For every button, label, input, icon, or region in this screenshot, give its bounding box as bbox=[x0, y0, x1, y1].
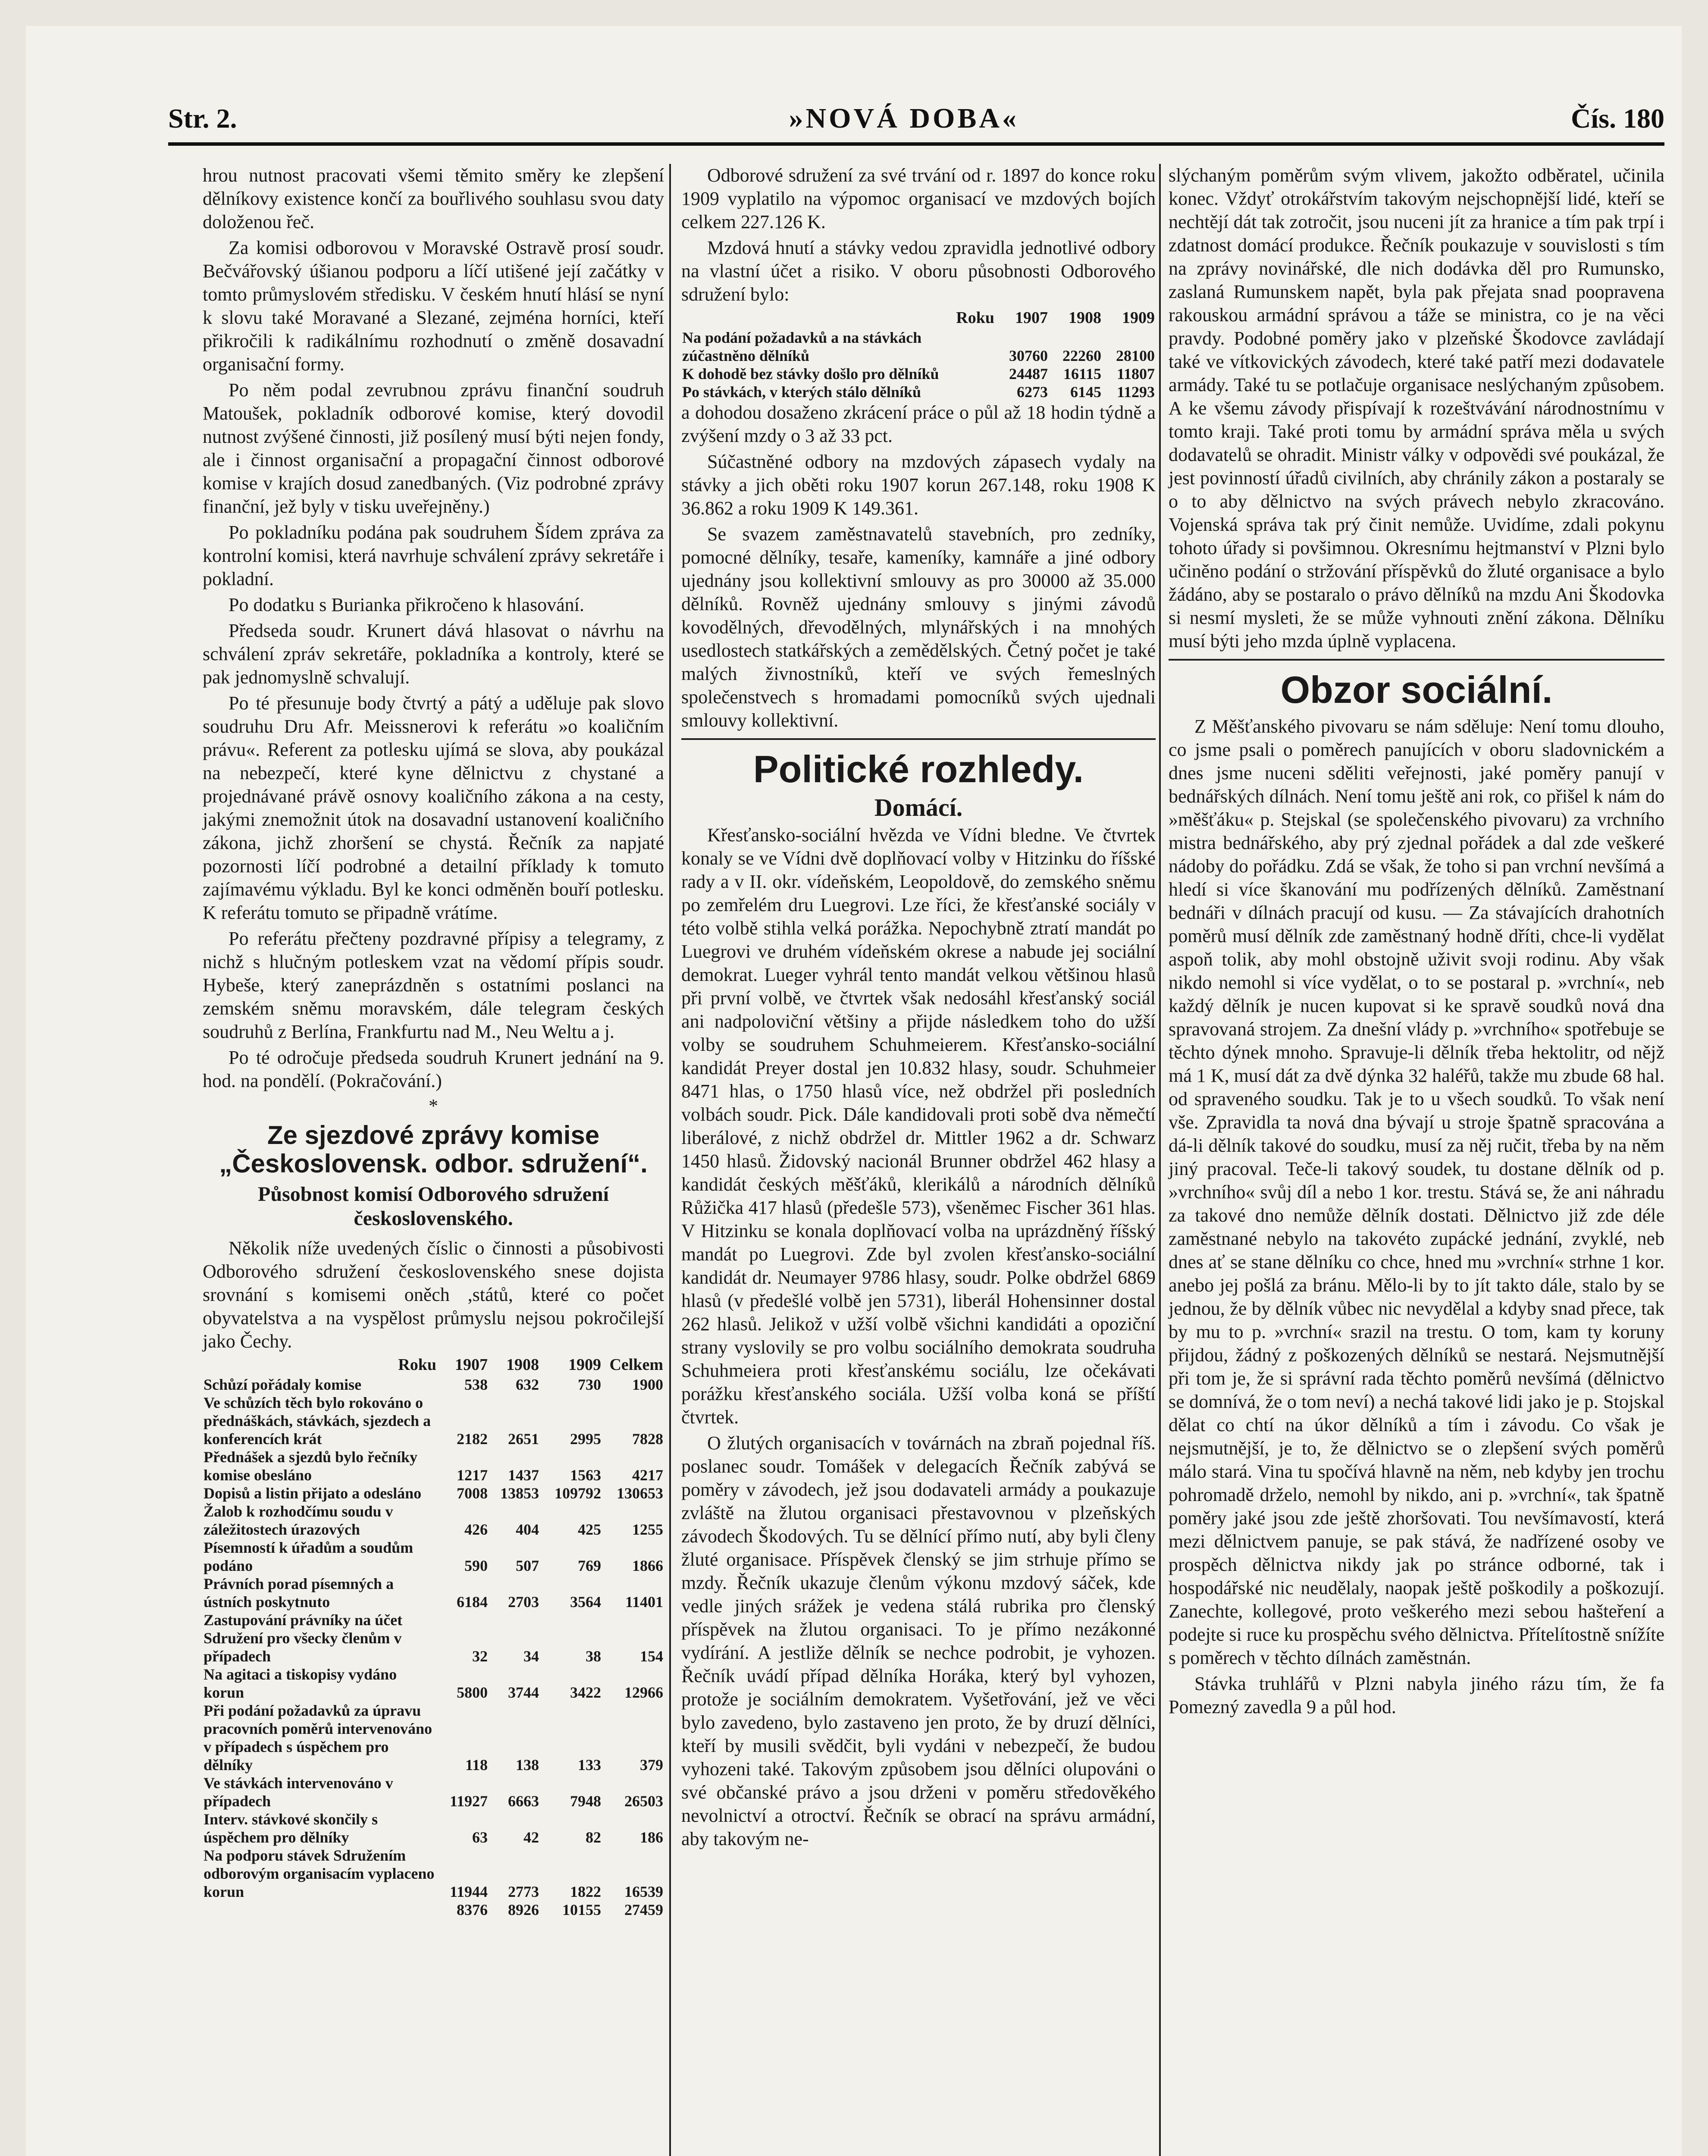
cell: 11927 bbox=[449, 1792, 488, 1810]
section-divider bbox=[1169, 659, 1664, 661]
row-label: Po stávkách, v kterých stálo dělníků bbox=[682, 383, 921, 401]
row-label: Schůzí pořádaly komise bbox=[204, 1376, 362, 1393]
paragraph: Se svazem zaměstnavatelů stavebních, pro zedníky, pomocné dělníky, tesaře, kameníky, kamnáře a jiné odbory ujednány jsou kollektivní smlouvy as pro 30000 až 35.000 dělníků. Rovněž ujednány smlouvy s jinými závodů kovodělných, dřevodělných, mlynářských i na mnohých usedlostech statkářských a zemědělských. Četný počet je také malých živnostníků, kteří ve svých řemeslných společenstvech s hromadami pomocníků svých ujednali smlouvy kollektivní. bbox=[681, 523, 1156, 731]
table-header-cell: Roku bbox=[398, 1356, 436, 1374]
paragraph: slýchaným poměrům svým vlivem, jakožto odběratel, učinila konec. Vždyť otrokářstvím takovým nejschopnější lidé, kteří se nechtějí dát tak zotročit, jsou nuceni jít za hranice a tím pak trpí i zdatnost domácí produkce. Řečník poukazuje v souvislosti s tím na zprávy novinářské, dle nich dodávka děl pro Rumunsko, zaslaná Rumunskem napět, byla pak přejata snad poopravena rakouskou armádní správou a táže se ministra, co je na věci pravdy. Podobné poměry jako v plzeňské Škodovce zavládají také ve vítkovických závodech, které také patří mezi dodavatele armády. Také tu se potlačuje organisace neslýchaným způsobem. A ke všemu závody přispívají k rozeštvávání národnostnímu v tomto kraji. Také proti tomu by armádní správa měla u svých dodavatelů se ohradit. Ministr války v odpovědi své poukázal, že jest povinností úřadů civilních, aby chránily zákon a postaraly se o to aby dělnictvo na svých právech nebylo zkracováno. Vojenská správa tak prý činit nemůže. Uvidíme, zdali pokynu tohoto úřady si povšimnou. Okresnímu hejtmanství v Plzni bylo učiněno podání o stržování příspěvků do žluté organisace a bylo žádáno, aby se postaralo o právo dělníků na mzdu Ani Škodovka si nesmí mysleti, že se může vyhnouti znění zákona. Dělníku musí býti jeho mzda úplně vyplacena. bbox=[1169, 165, 1664, 652]
cell: 4217 bbox=[632, 1467, 663, 1484]
page-header bbox=[168, 91, 1664, 146]
row-label: Žalob k rozhodčímu soudu v záležitostech úrazových bbox=[204, 1503, 393, 1538]
cell: 42 bbox=[523, 1829, 539, 1846]
cell: 8926 bbox=[508, 1901, 539, 1918]
cell: 16539 bbox=[624, 1883, 663, 1900]
row-label: Zastupování právníky na účet Sdružení pro všecky členům v případech bbox=[204, 1611, 403, 1665]
wage-movements-table bbox=[681, 309, 1156, 401]
cell: 10155 bbox=[562, 1901, 601, 1918]
cell: 8376 bbox=[457, 1901, 488, 1918]
paragraph: Několik níže uvedených číslic o činnosti a působivosti Odborového sdružení československého snese dojista srovnání s komisemi oněch ,států, které co počet obyvatelstva a na vyspělost průmyslu nejsou pokročilejší jako Čechy. bbox=[203, 1238, 664, 1352]
table-row bbox=[203, 1846, 664, 1901]
row-label: Na agitaci a tiskopisy vydáno korun bbox=[204, 1666, 397, 1701]
paragraph: Z Měšťanského pivovaru se nám sděluje: Není tomu dlouho, co jsme psali o poměrech panujících v oboru sladovnickém a dnes jsme nuceni sděliti veřejnosti, jaké poměry panují v bednářských dílnách. Není tomu ještě ani rok, co přišel k nám do »měšťáku« p. Stejskal (se společenského pivovaru) za vrchního mistra bednářského, aby prý zjednal pořádek a dal zde veškeré nádoby do pořádku. Zdá se však, že toho si pan vrchní nevšímá a hledí si více škanování mu podřízených dělníků. Zaměstnaní bednáři v dílnách pracují od kusu. — Za stávajících drahotních poměrů musí dělník zde zaměstnaný hodně dříti, chce-li vydělat aspoň tolik, aby mohl obstojně uživit svoji rodinu. Aby však nikdo nemohl si více vydělat, o to se postaral p. »vrchní«, neb každý dělník je nucen kupovat si ke spravě soudků nová dna spravovaná strojem. Za dnešní vlády p. »vrchního« spotřebuje se těchto dýnek mnoho. Spravuje-li dělník třeba hektolitr, od nějž má 1 K, musí dát za dvě dýnka 32 haléřů, takže mu zbude 68 hal. od spraveného soudku. Tak je to u všech soudků. To však není vše. Zpravidla ta nová dna bývají u stroje špatně spracována a dá-li dělník takové do soudku, musí za něj ručit, třeba by na něm jiný pracoval. Teče-li takový soudek, tu dostane dělník od p. »vrchního« svůj díl a nebo 1 kor. trestu. Stává se, že ani náhradu za takové dno nemůže dělník dostati. Dělnictvo již zde déle zaměstnané nebylo na takovéto zupácké jednání, zvyklé, neb dnes ať se stane dělníku co chce, hned mu »vrchní« strhne 1 kor. anebo jej pošlá za bránu. Mělo-li by to jít takto dále, stalo by se jednou, že by dělník vůbec nic nevydělal a kdyby snad přece, tak by mu to p. »vrchní« srazil na trestu. O tom, kam ty koruny přijdou, žádný z poškozených dělníků se nestará. Nejsmutnější při tom je, že si správní rada těchto poměrů nevšímá (dělnictvo se domnívá, že o tom neví) a nechá takové lidi jako je p. Stojskal dělat co chtí na úkor dělníků a tím i závodu. Co však je nejsmutnější, je to, že dělnictvo se o zlepšení svých poměrů málo stará. Vina tu spočívá hlavně na něm, neb kdyby jen trochu pohromadě drželo, nemohl by nikdo, ani p. »vrchní«, tak špatně poměry jaké jsou zde ještě zhoršovati. Tou nevšímavostí, která mezi dělnictvem panuje, se pak stává, že nadřízené osoby ve prospěch dělnictva nikdy jak po stránce odborné, tak i hospodářské nic neudělaly, naopak ještě poškodily a poškozují. Zanechte, kollegové, proto veškerého mezi sebou hašteření a podejte si ruce ku prospěchu svého dělnictva. Přítelítostně snížíte s poměrech v těchto dílnách zaměstnán. bbox=[1169, 716, 1664, 1668]
cell: 426 bbox=[464, 1521, 488, 1538]
cell: 130653 bbox=[617, 1485, 663, 1502]
row-label: Ve stávkách intervenováno v případech bbox=[204, 1774, 393, 1810]
cell: 138 bbox=[516, 1756, 539, 1774]
table-row bbox=[203, 1539, 664, 1575]
row-label: Na podání požadavků a na stávkách zúčastněno dělníků bbox=[682, 329, 922, 364]
section-separator: * bbox=[429, 1095, 438, 1116]
cell: 11293 bbox=[1116, 383, 1155, 401]
cell: 7948 bbox=[570, 1792, 601, 1810]
cell: 118 bbox=[465, 1756, 488, 1774]
table-row bbox=[681, 329, 1156, 365]
table-row bbox=[203, 1665, 664, 1702]
cell: 3744 bbox=[508, 1684, 539, 1701]
column-rule-2 bbox=[1159, 164, 1161, 2156]
cell: 6663 bbox=[508, 1792, 539, 1810]
column-1 bbox=[203, 164, 664, 1919]
cell: 2651 bbox=[508, 1430, 539, 1448]
table-row bbox=[203, 1376, 664, 1394]
cell: 186 bbox=[640, 1829, 663, 1846]
cell: 1563 bbox=[570, 1467, 601, 1484]
newspaper-page bbox=[26, 26, 1682, 2156]
row-label: Při podání požadavků za úpravu pracovních poměrů intervenováno v případech s úspěchem pro dělníky bbox=[204, 1702, 432, 1774]
cell: 11944 bbox=[449, 1883, 488, 1900]
cell: 1437 bbox=[508, 1467, 539, 1484]
cell: 425 bbox=[578, 1521, 601, 1538]
table-header-cell: 1907 bbox=[1015, 309, 1048, 327]
table-row bbox=[203, 1484, 664, 1502]
cell: 109792 bbox=[555, 1485, 601, 1502]
cell: 27459 bbox=[624, 1901, 663, 1918]
column-rule-1 bbox=[669, 164, 671, 2156]
cell: 404 bbox=[516, 1521, 539, 1538]
paragraph: Předseda soudr. Krunert dává hlasovat o návrhu na schválení zpráv sekretáře, pokladníka a kontroly, které se pak jednomyslně schvalují. bbox=[203, 620, 664, 688]
cell: 1255 bbox=[632, 1521, 663, 1538]
cell: 38 bbox=[586, 1648, 601, 1665]
paragraph: Po dodatku s Burianka přikročeno k hlasování. bbox=[229, 594, 584, 615]
table-row bbox=[203, 1575, 664, 1611]
section-heading-political: Politické rozhledy. bbox=[753, 748, 1084, 790]
row-label: Dopisů a listin přijato a odesláno bbox=[204, 1485, 422, 1502]
cell: 12966 bbox=[624, 1684, 663, 1701]
cell: 769 bbox=[578, 1557, 601, 1574]
article-subheadline: Působnost komisí Odborového sdružení československého. bbox=[258, 1183, 609, 1230]
cell: 32 bbox=[472, 1648, 488, 1665]
paragraph: Po referátu přečteny pozdravné přípisy a telegramy, z nichž s hlučným potleskem vzat na vědomí přípis soudr. Hybeše, který zaneprázdněn s ostatními poslanci na zemském sněmu moravském, dále telegram českých soudruhů z Berlína, Frankfurtu nad M., Neu Weltu a j. bbox=[203, 928, 664, 1042]
subsection-heading-domestic: Domácí. bbox=[874, 793, 963, 821]
paragraph: Po té odročuje předseda soudruh Krunert jednání na 9. hod. na pondělí. (Pokračování.) bbox=[203, 1047, 664, 1091]
table-row bbox=[203, 1901, 664, 1919]
cell: 1900 bbox=[632, 1376, 663, 1393]
cell: 63 bbox=[472, 1829, 488, 1846]
row-label: K dohodě bez stávky došlo pro dělníků bbox=[682, 365, 939, 382]
row-label: Na podporu stávek Sdružením odborovým organisacím vyplaceno korun bbox=[204, 1847, 435, 1900]
cell: 26503 bbox=[624, 1792, 663, 1810]
paragraph: O žlutých organisacích v továrnách na zbraň pojednal říš. poslanec soudr. Tomášek v delegacích Řečník zabývá se poměry v závodech, jež jsou dodavateli armády a poukazuje zvláště na žlutou organisaci přestavovnou v plzeňských závodech Škodových. Tu se dělnící přímo nutí, aby byli členy žluté organisace. Příspěvek členský se jim strhuje přímo se mzdy. Řečník ukazuje členům výkonu mzdový sáček, kde vedle jiných srážek je vedena stálá rubrika pro členský příspěvek na žlutou organisaci. To je přímo nezákonné vydírání. A jestliže dělník se nechce podrobit, je vyhozen. Řečník uvádí případ dělníka Horáka, který byl vyhozen, protože je sociálním demokratem. Vyšetřování, jež ve věci bylo zavedeno, bylo zastaveno jen proto, že by druzí dělníci, kteří by musili svědčit, byli vydáni v nebezpečí, že budou vyhozeni také. Takovým způsobem jsou dělníci olupováni o své občanské právo a jsou drženi v poměru středověkého nevolnictví a otroctví. Řečník se obrací na správu armádní, aby takovým ne- bbox=[681, 1432, 1156, 1849]
table-row bbox=[203, 1611, 664, 1665]
cell: 507 bbox=[516, 1557, 539, 1574]
cell: 82 bbox=[586, 1829, 601, 1846]
row-label: Přednášek a sjezdů bylo řečníky komise obesláno bbox=[204, 1448, 418, 1484]
commission-activity-table bbox=[203, 1356, 664, 1919]
paragraph: Stávka truhlářů v Plzni nabyla jiného rázu tím, že fa Pomezný zavedla 9 a půl hod. bbox=[1169, 1673, 1664, 1717]
table-header-cell: Celkem bbox=[609, 1356, 663, 1374]
table-header-row bbox=[203, 1356, 664, 1376]
cell: 13853 bbox=[500, 1485, 539, 1502]
cell: 2182 bbox=[457, 1430, 488, 1448]
cell: 154 bbox=[640, 1648, 663, 1665]
paragraph: Za komisi odborovou v Moravské Ostravě prosí soudr. Bečvářovský úšianou podporu a líčí utišené její začátky v tomto průmyslovém středisku. V českém hnutí hlásí se nyní k slovu také Moravané a Slezané, zejména horníci, kteří přikročili k radikálnímu rozhodnutí o změně dosavadní organisační formy. bbox=[203, 237, 664, 375]
table-row bbox=[203, 1448, 664, 1484]
article-headline: Ze sjezdové zprávy komise „Československ. odbor. sdružení“. bbox=[219, 1121, 648, 1178]
cell: 30760 bbox=[1009, 347, 1048, 364]
cell: 24487 bbox=[1009, 365, 1048, 382]
cell: 1822 bbox=[570, 1883, 601, 1900]
section-heading-social: Obzor sociální. bbox=[1280, 668, 1553, 711]
row-label bbox=[203, 1901, 437, 1919]
paragraph: Křesťansko-sociální hvězda ve Vídni bledne. Ve čtvrtek konaly se ve Vídni dvě doplňovací volby v Hitzinku do říšské rady a v II. okr. vídeňském, Leopoldově, do zemského sněmu po zemřelém dru Luegrovi. Lze říci, že křesťanské sociály v této volbě stihla velká porážka. Nepochybně ztratí mandát po Luegrovi ve druhém vídeňském okrese a nabude jej sociální demokrat. Lueger vyhrál tento mandát velkou většinou hlasů při první volbě, ve čtvrtek však nedosáhl křesťanský sociál ani nadpoloviční většiny a přijde následkem toho do užší volby se soudruhem Schuhmeierem. Křesťansko-sociální kandidát Preyer dostal jen 10.832 hlasy, soudr. Schuhmeier 8471 hlas, o 1750 hlasů více, než obdržel při posledních volbách soudr. Pick. Dále kandidovali proti sobě dva němečtí liberálové, z nichž obdržel dr. Mittler 1962 a dr. Schwarz 1450 hlasů. Židovský nacionál Brunner obdržel 462 hlasy a kandidát českých měšťáků, klerikálů a národních dělníků Růžička 417 hlasů (předešle 573), všeněmec Fischer 361 hlas. V Hitzinku se konala doplňovací volba na uprázdněný říšský mandát po Luegrovi. Zde byl zvolen křesťansko-sociální kandidát dr. Neumayer 9786 hlasy, soudr. Polke obdržel 6869 hlasů (v předešlé volbě jen 5731), liberál Hohensinner dostal 262 hlasů. Jelikož v užší volbě všichni kandidáti a opoziční strany vyslovily se pro volbu sociálního demokrata soudruha Schuhmeiera proti křesťanskému sociálu, lze očekávati porážku křesťanského sociála. Užší volba koná se příští čtvrtek. bbox=[681, 824, 1156, 1428]
cell: 379 bbox=[640, 1756, 663, 1774]
cell: 632 bbox=[516, 1376, 539, 1393]
cell: 6145 bbox=[1070, 383, 1101, 401]
table-header-cell: 1908 bbox=[506, 1356, 539, 1374]
row-label: Interv. stávkové skončily s úspěchem pro dělníky bbox=[204, 1811, 378, 1846]
cell: 5800 bbox=[457, 1684, 488, 1701]
table-row bbox=[203, 1774, 664, 1810]
paragraph: Súčastněné odbory na mzdových zápasech vydaly na stávky a jich oběti roku 1907 korun 267.148, roku 1908 K 36.862 a roku 1909 K 149.361. bbox=[681, 451, 1156, 519]
cell: 22260 bbox=[1062, 347, 1101, 364]
cell: 11807 bbox=[1116, 365, 1155, 382]
cell: 538 bbox=[464, 1376, 488, 1393]
column-3 bbox=[1169, 164, 1664, 1721]
table-row bbox=[681, 383, 1156, 401]
table-header-cell: 1909 bbox=[568, 1356, 601, 1374]
cell: 6273 bbox=[1017, 383, 1048, 401]
cell: 3422 bbox=[570, 1684, 601, 1701]
cell: 3564 bbox=[570, 1593, 601, 1611]
cell: 16115 bbox=[1063, 365, 1101, 382]
table-header-row bbox=[681, 309, 1156, 329]
table-row bbox=[203, 1810, 664, 1846]
cell: 730 bbox=[578, 1376, 601, 1393]
page-number: Str. 2. bbox=[168, 103, 237, 134]
table-header-cell: 1909 bbox=[1122, 309, 1155, 327]
cell: 1866 bbox=[632, 1557, 663, 1574]
paragraph: Po pokladníku podána pak soudruhem Šídem zpráva za kontrolní komisi, která navrhuje schválení zprávy sekretáře i pokladní. bbox=[203, 522, 664, 589]
section-divider bbox=[681, 738, 1156, 740]
table-header-cell: Roku bbox=[956, 309, 994, 327]
row-label: Písemností k úřadům a soudům podáno bbox=[204, 1539, 414, 1574]
column-2 bbox=[681, 164, 1156, 1853]
row-label: Ve schůzích těch bylo rokováno o přednáškách, stávkách, sjezdech a konferencích krát bbox=[204, 1394, 431, 1448]
table-header-cell: 1907 bbox=[455, 1356, 488, 1374]
table-row bbox=[681, 365, 1156, 383]
cell: 7828 bbox=[632, 1430, 663, 1448]
newspaper-masthead: »NOVÁ DOBA« bbox=[789, 103, 1019, 134]
table-header-cell: 1908 bbox=[1069, 309, 1101, 327]
cell: 2703 bbox=[508, 1593, 539, 1611]
issue-number: Čís. 180 bbox=[1571, 103, 1664, 134]
table-row bbox=[203, 1702, 664, 1774]
cell: 590 bbox=[464, 1557, 488, 1574]
paragraph: Odborové sdružení za své trvání od r. 1897 do konce roku 1909 vyplatilo na výpomoc organisací ve mzdových bojích celkem 227.126 K. bbox=[681, 165, 1156, 232]
cell: 34 bbox=[523, 1648, 539, 1665]
cell: 28100 bbox=[1116, 347, 1155, 364]
cell: 2995 bbox=[570, 1430, 601, 1448]
paragraph: Po něm podal zevrubnou zprávu finanční soudruh Matoušek, pokladník odborové komise, který dovodil nutnost zvýšené činnosti, již posílený musí býti nejen fondy, ale i činnost organisační a propagační činnost odborové komise v krajích dosud zanedbaných. (Viz podrobné zprávy finanční, jež byly v tisku uveřejněny.) bbox=[203, 379, 664, 517]
row-label: Právních porad písemných a ústních poskytnuto bbox=[204, 1575, 394, 1611]
paragraph: a dohodou dosaženo zkrácení práce o půl až 18 hodin týdně a zvýšení mzdy o 3 až 33 pct. bbox=[681, 402, 1156, 446]
table-row bbox=[203, 1394, 664, 1448]
cell: 133 bbox=[578, 1756, 601, 1774]
paragraph: hrou nutnost pracovati všemi těmito směry ke zlepšení dělníkovy existence končí za bouřlivého souhlasu svou daty doloženou řeč. bbox=[203, 165, 664, 232]
cell: 7008 bbox=[457, 1485, 488, 1502]
cell: 11401 bbox=[625, 1593, 663, 1611]
cell: 2773 bbox=[508, 1883, 539, 1900]
cell: 1217 bbox=[457, 1467, 488, 1484]
paragraph: Po té přesunuje body čtvrtý a pátý a uděluje pak slovo soudruhu Dru Afr. Meissnerovi k referátu »o koaličním právu«. Referent za potlesku ujímá se slova, aby poukázal na nebezpečí, které kyne dělnictvu z chystané a projednávané právě osnovy koaličního zákona a na cesty, jakými znemožnit útok na dosavadní ustanovení koaličního zákona, jichž zhoršení se chystá. Řečník za napjaté pozornosti líčí podrobné a detailní příklady k tomuto zajímavému výkladu. Byl ke konci odměněn bouří potlesku. K referátu tomuto se připadně vrátíme. bbox=[203, 693, 664, 923]
paragraph: Mzdová hnutí a stávky vedou zpravidla jednotlivé odbory na vlastní účet a risiko. V oboru působnosti Odborového sdružení bylo: bbox=[681, 237, 1156, 305]
cell: 6184 bbox=[457, 1593, 488, 1611]
table-row bbox=[203, 1502, 664, 1539]
